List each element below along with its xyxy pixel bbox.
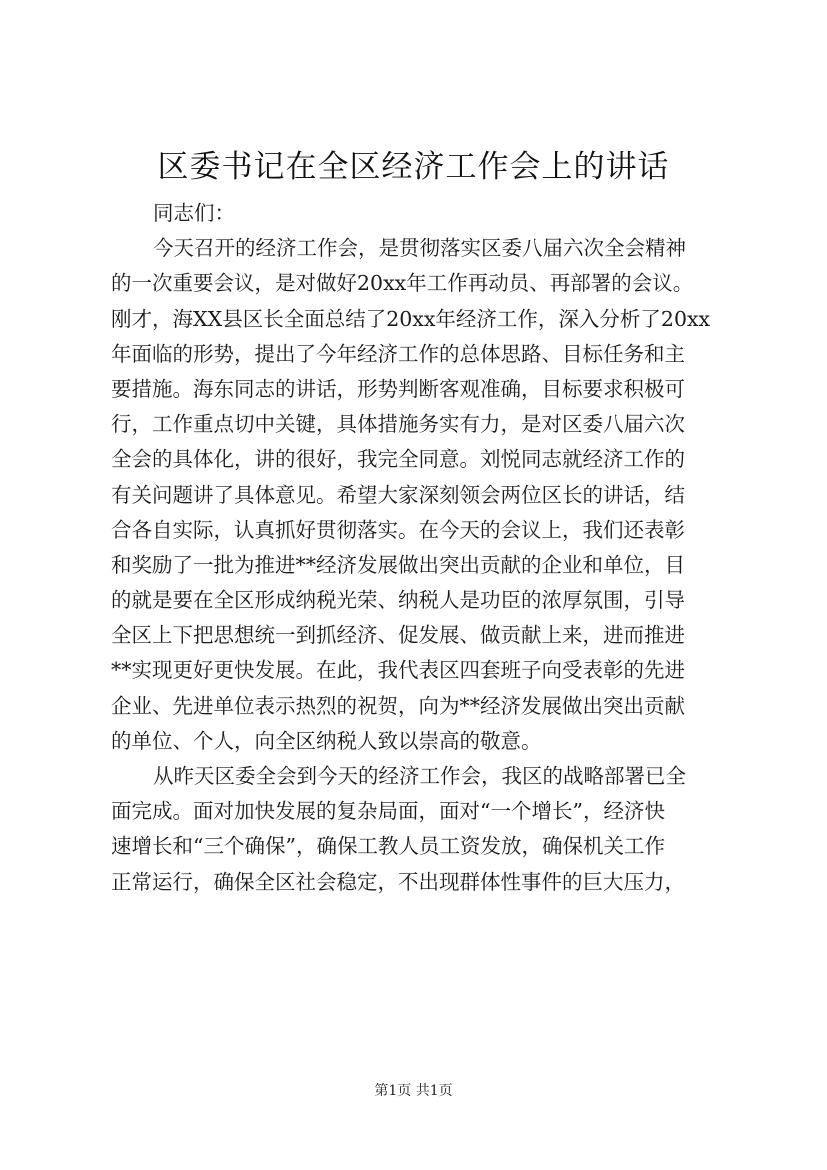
paragraph-line: 面完成。面对加快发展的复杂局面，面对“一个增长”，经济快 bbox=[111, 799, 665, 824]
salutation: 同志们： bbox=[153, 201, 235, 225]
page-footer: 第1页 共1页 bbox=[374, 1083, 453, 1099]
paragraph-line: 有关问题讲了具体意见。希望大家深刻领会两位区长的讲话，结 bbox=[111, 482, 685, 507]
paragraph-line: 刚才，海XX县区长全面总结了20xx年经济工作，深入分析了20xx bbox=[111, 306, 711, 331]
paragraph-line: 和奖励了一批为推进**经济发展做出突出贡献的企业和单位，目 bbox=[111, 552, 685, 577]
paragraph-2 bbox=[111, 759, 731, 900]
paragraph-line: **实现更好更快发展。在此，我代表区四套班子向受表彰的先进 bbox=[111, 658, 685, 683]
paragraph-line: 今天召开的经济工作会，是贯彻落实区委八届六次全会精神 bbox=[153, 236, 686, 261]
document-body bbox=[111, 196, 731, 900]
paragraph-line: 要措施。海东同志的讲话，形势判断客观准确，目标要求积极可 bbox=[111, 376, 685, 401]
paragraph-line: 的就是要在全区形成纳税光荣、纳税人是功臣的浓厚氛围，引导 bbox=[111, 588, 685, 613]
paragraph-line: 全会的具体化，讲的很好，我完全同意。刘悦同志就经济工作的 bbox=[111, 447, 685, 472]
document-title: 区委书记在全区经济工作会上的讲话 bbox=[157, 149, 670, 185]
paragraph-1 bbox=[111, 231, 731, 759]
paragraph-line: 年面临的形势，提出了今年经济工作的总体思路、目标任务和主 bbox=[111, 341, 685, 366]
paragraph-line: 合各自实际，认真抓好贯彻落实。在今天的会议上，我们还表彰 bbox=[111, 517, 685, 542]
paragraph-line: 的单位、个人，向全区纳税人致以崇高的敬意。 bbox=[111, 728, 542, 753]
paragraph-line: 从昨天区委全会到今天的经济工作会，我区的战略部署已全 bbox=[153, 764, 686, 788]
paragraph-line: 的一次重要会议，是对做好20xx年工作再动员、再部署的会议。 bbox=[111, 271, 694, 296]
paragraph-line: 速增长和“三个确保”，确保工教人员工资发放，确保机关工作 bbox=[111, 834, 665, 859]
paragraph-line: 正常运行，确保全区社会稳定，不出现群体性事件的巨大压力， bbox=[111, 869, 685, 894]
paragraph-line: 行，工作重点切中关键，具体措施务实有力，是对区委八届六次 bbox=[111, 412, 685, 437]
paragraph-line: 企业、先进单位表示热烈的祝贺，向为**经济发展做出突出贡献 bbox=[111, 693, 685, 718]
paragraph-line: 全区上下把思想统一到抓经济、促发展、做贡献上来，进而推进 bbox=[111, 623, 685, 648]
